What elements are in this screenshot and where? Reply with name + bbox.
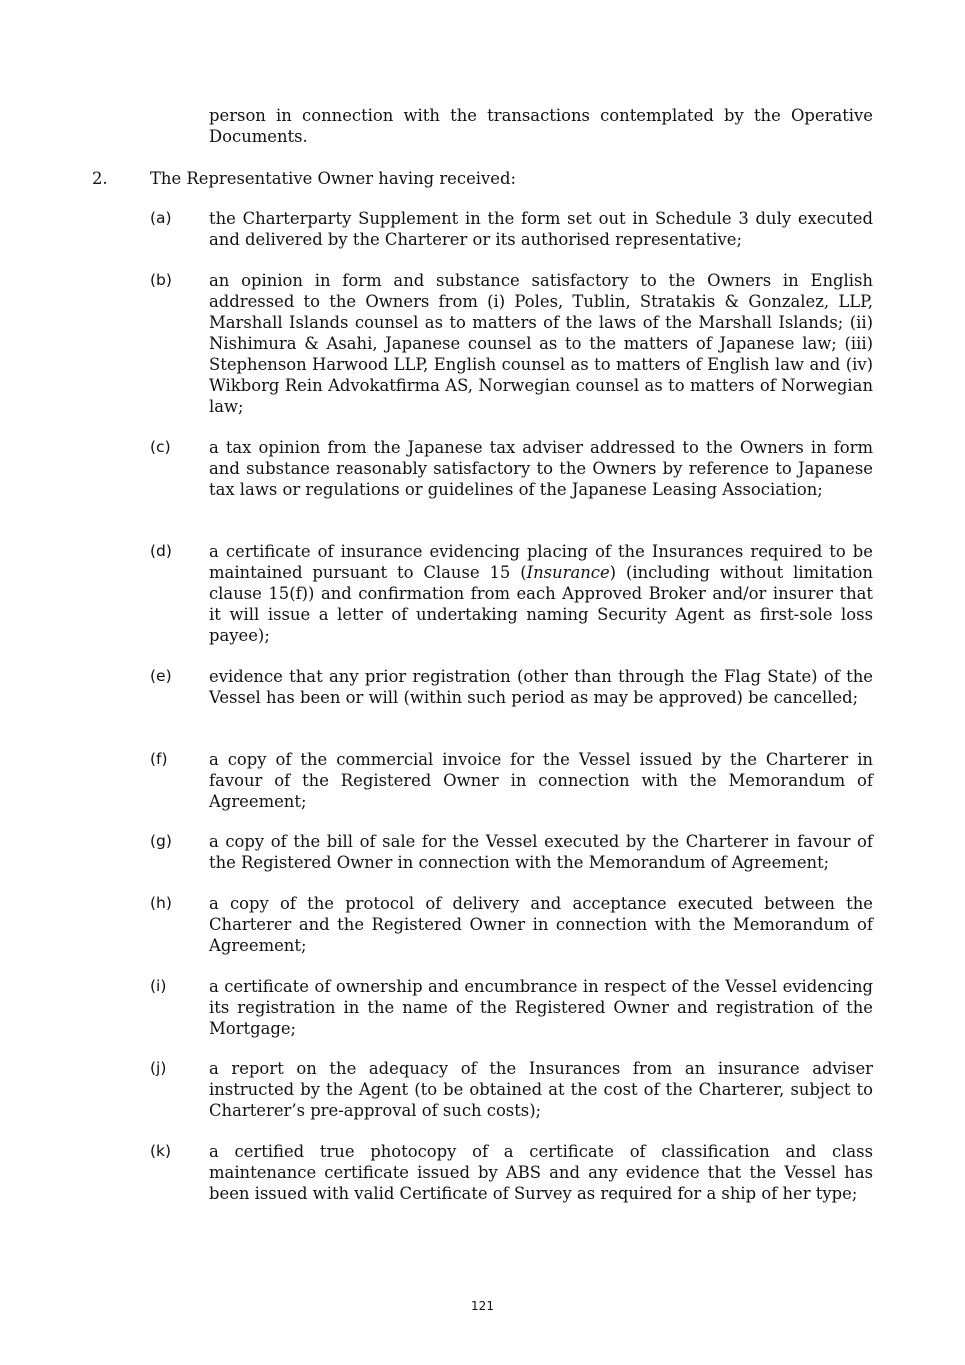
item-text: a copy of the bill of sale for the Vessel executed by the Charterer in favour of the Registered Owner in connection with the Memorandum of Agreement; [209, 832, 873, 872]
item-text: a copy of the commercial invoice for the Vessel issued by the Charterer in favour of the Registered Owner in connection with the Memorandum of Agreement; [209, 750, 873, 811]
item-text: a report on the adequacy of the Insurances from an insurance adviser instructed by the Agent (to be obtained at the cost of the Charterer, subject to Charterer’s pre-approval of such costs); [209, 1059, 873, 1120]
item-text: a copy of the protocol of delivery and acceptance executed between the Charterer and the Registered Owner in connection with the Memorandum of Agreement; [209, 894, 873, 955]
item-text: an opinion in form and substance satisfactory to the Owners in English addressed to the Owners from (i) Poles, Tublin, Stratakis & Gonzalez, LLP, Marshall Islands counsel as to matters of the laws of the Marshall Islands; (ii) Nishimura & Asahi, Japanese counsel as to the matters of Japanese law; (iii) Stephenson Harwood LLP, English counsel as to matters of English law and (iv) Wikborg Rein Advokatfirma AS, Norwegian counsel as to matters of Norwegian law; [209, 271, 873, 416]
clause-number: 2. [92, 169, 108, 188]
item-label: (h) [150, 894, 172, 912]
item-text-italic: Insurance [526, 563, 610, 582]
item-label: (k) [150, 1142, 172, 1160]
item-label: (g) [150, 832, 172, 850]
item-text: evidence that any prior registration (other than through the Flag State) of the Vessel has been or will (within such period as may be approved) be cancelled; [209, 667, 873, 707]
item-label: (e) [150, 667, 172, 685]
item-text-part: a certificate of insurance evidencing placing of the Insurances required to be maintained pursuant to Clause 15 ( [209, 542, 873, 582]
clause-heading: The Representative Owner having received: [150, 169, 516, 188]
item-text: a certificate of ownership and encumbrance in respect of the Vessel evidencing its registration in the name of the Registered Owner and registration of the Mortgage; [209, 977, 873, 1038]
item-label: (j) [150, 1059, 167, 1077]
item-label: (b) [150, 271, 172, 289]
item-text: a tax opinion from the Japanese tax adviser addressed to the Owners in form and substance reasonably satisfactory to the Owners by reference to Japanese tax laws or regulations or guidelines of the Japanese Leasing Association; [209, 438, 873, 499]
item-text-part: ) (including without limitation clause 15(f)) and confirmation from each Approved Broker and/or insurer that it will issue a letter of undertaking naming Security Agent as first-sole loss payee); [209, 563, 873, 645]
item-label: (d) [150, 542, 172, 560]
item-text: a certified true photocopy of a certificate of classification and class maintenance certificate issued by ABS and any evidence that the Vessel has been issued with valid Certificate of Survey as required for a ship of her type; [209, 1142, 873, 1203]
page-number: 121 [471, 1299, 494, 1313]
item-label: (c) [150, 438, 171, 456]
item-text: the Charterparty Supplement in the form set out in Schedule 3 duly executed and delivered by the Charterer or its authorised representative; [209, 209, 873, 249]
item-label: (f) [150, 750, 168, 768]
item-label: (i) [150, 977, 167, 995]
item-text [209, 541, 873, 646]
continuation-paragraph: person in connection with the transactions contemplated by the Operative Documents. [209, 106, 873, 146]
item-label: (a) [150, 209, 172, 227]
